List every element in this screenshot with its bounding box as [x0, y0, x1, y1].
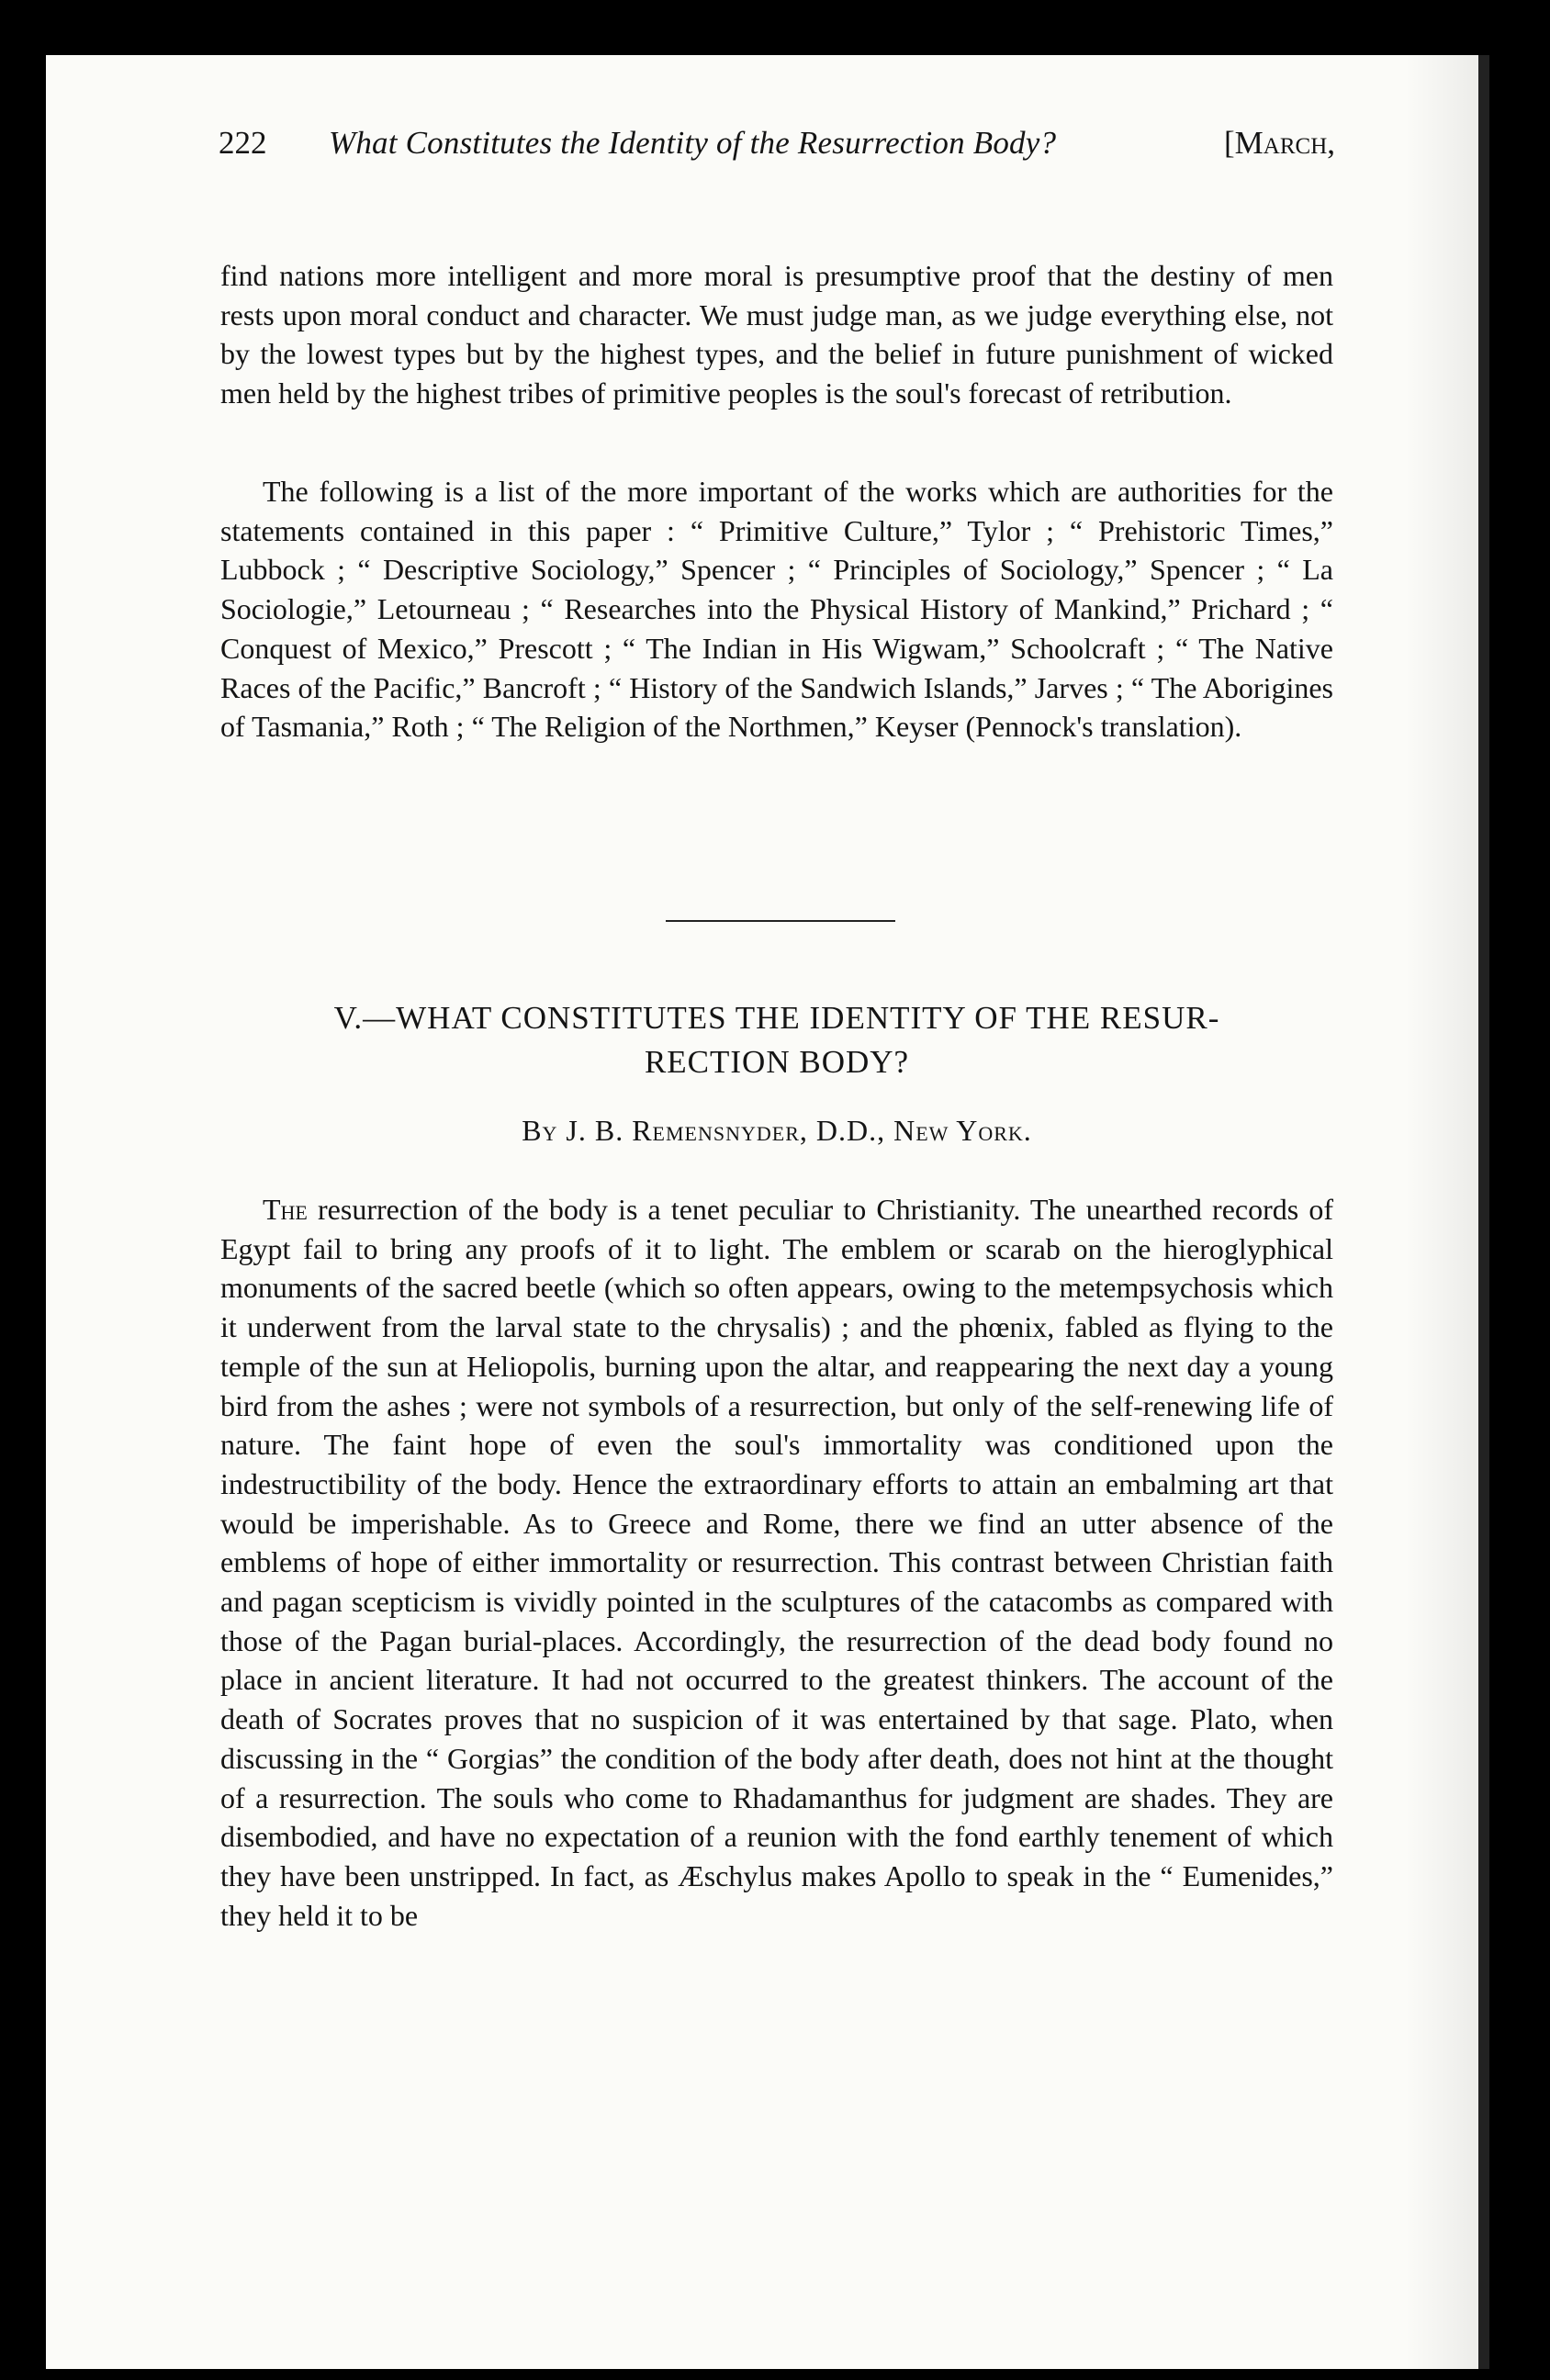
- paragraph-3-block: [220, 1190, 1333, 1935]
- section-title-line-1: V.—WHAT CONSTITUTES THE IDENTITY OF THE RESUR-: [333, 1000, 1220, 1036]
- paragraph-3: [220, 1190, 1333, 1935]
- running-head: [219, 125, 1335, 176]
- running-head-month: [March,: [1224, 125, 1335, 161]
- page-gutter-shadow: [1405, 55, 1478, 2369]
- paragraph-2-block: [220, 472, 1333, 747]
- paragraph-1-block: [220, 256, 1333, 413]
- section-title: [220, 996, 1333, 1084]
- page-number: 222: [219, 125, 267, 161]
- paragraph-3-lead-word: The: [263, 1193, 308, 1226]
- paragraph-3-body: resurrection of the body is a tenet peculiar to Christianity. The unearthed records of Egypt fail to bring any proofs of it to light. The emblem or scarab on the hieroglyphical monuments of the sacred beetle (which so often appears, owing to the metempsychosis which it underwent from the larval state to the chrysalis) ; and the phœnix, fabled as flying to the temple of the sun at Heliopolis, burning upon the altar, and reappearing the next day a young bird from the ashes ; were not symbols of a resurrection, but only of the self-renewing life of nature. The faint hope of even the soul's immortality was conditioned upon the indestructibility of the body. Hence the extraordinary efforts to attain an embalming art that would be imperishable. As to Greece and Rome, there we find an utter absence of the emblems of hope of either immortality or resurrection. This contrast between Christian faith and pagan scepticism is vividly pointed in the sculptures of the catacombs as compared with those of the Pagan burial-places. Accordingly, the resurrection of the dead body found no place in ancient literature. It had not occurred to the greatest thinkers. The account of the death of Socrates proves that no suspicion of it was entertained by that sage. Plato, when discussing in the “ Gorgias” the condition of the body after death, does not hint at the thought of a resurrection. The souls who come to Rhadamanthus for judgment are shades. They are disembodied, and have no expectation of a reunion with the fond earthly tenement of which they have been unstripped. In fact, as Æschylus makes Apollo to speak in the “ Eumenides,” they held it to be: [220, 1193, 1334, 1932]
- paragraph-2-works-list: The following is a list of the more important of the works which are authorities for the statements contained in this paper : “ Primitive Culture,” Tylor ; “ Prehistoric Times,” Lubbock ; “ Descriptive Sociology,” Spencer ; “ Principles of Sociology,” Spencer ; “ La Sociologie,” Letourneau ; “ Researches into the Physical History of Mankind,” Prichard ; “ Conquest of Mexico,” Prescott ; “ The Indian in His Wigwam,” Schoolcraft ; “ The Native Races of the Pacific,” Bancroft ; “ History of the Sandwich Islands,” Jarves ; “ The Aborigines of Tasmania,” Roth ; “ The Religion of the Northmen,” Keyser (Pennock's translation).: [220, 475, 1333, 744]
- section-divider-rule: [666, 920, 895, 922]
- running-head-title: What Constitutes the Identity of the Resurrection Body?: [329, 125, 1057, 161]
- paragraph-1: find nations more intelligent and more moral is presumptive proof that the destiny of men rests upon moral conduct and character. We must judge man, as we judge everything else, not by the lowest types but by the highest types, and the belief in future punishment of wicked men held by the highest tribes of primitive peoples is the soul's forecast of retribution.: [220, 259, 1333, 410]
- author-byline: By J. B. Remensnyder, D.D., New York.: [522, 1114, 1032, 1147]
- section-title-line-2: RECTION BODY?: [644, 1044, 910, 1080]
